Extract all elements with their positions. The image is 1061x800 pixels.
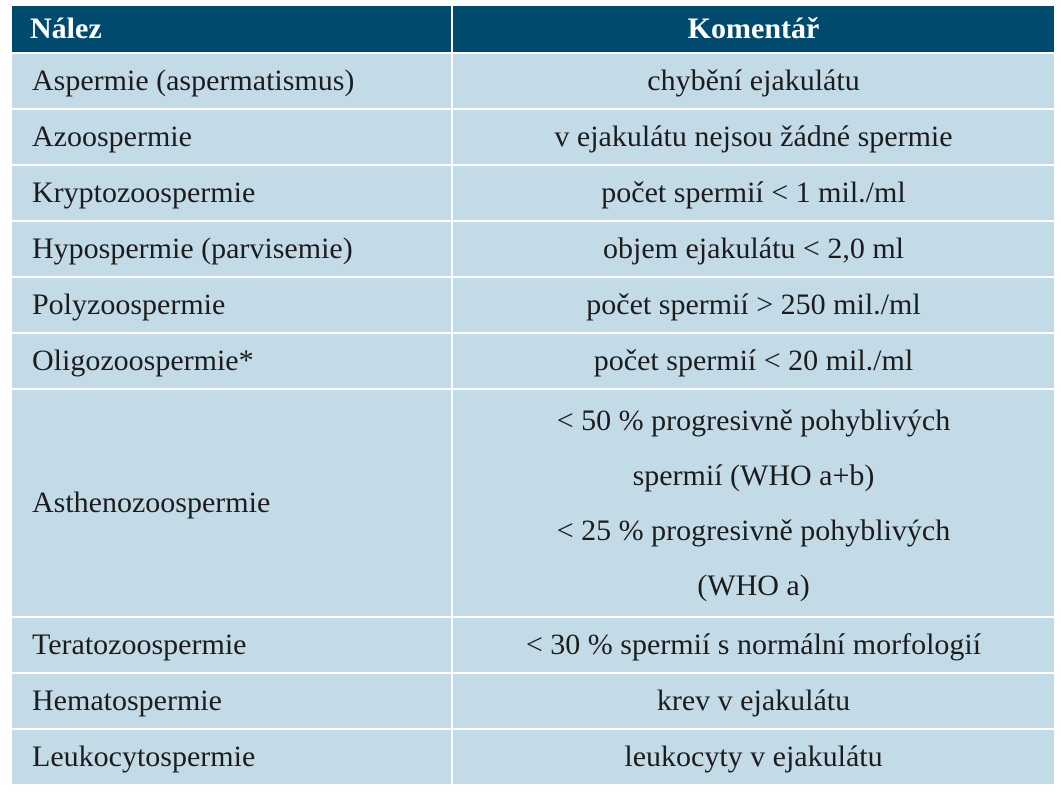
comment-cell xyxy=(452,53,1054,109)
table-header-row xyxy=(12,6,1054,53)
finding-cell: Hypospermie (parvisemie) xyxy=(12,221,452,277)
finding-cell: Leukocytospermie xyxy=(12,729,452,785)
comment-cell xyxy=(452,389,1054,617)
comment-line: < 25 % progresivně pohyblivých xyxy=(556,514,951,547)
finding-cell: Oligozoospermie* xyxy=(12,333,452,389)
table-row xyxy=(12,109,1054,165)
table-row xyxy=(12,165,1054,221)
table-row xyxy=(12,277,1054,333)
comment-cell xyxy=(452,729,1054,785)
finding-cell: Aspermie (aspermatismus) xyxy=(12,53,452,109)
comment-line: v ejakulátu nejsou žádné spermie xyxy=(554,120,953,153)
comment-line: počet spermií < 1 mil./ml xyxy=(601,176,906,209)
finding-cell: Hematospermie xyxy=(12,673,452,729)
findings-table-container xyxy=(12,6,1054,786)
comment-cell xyxy=(452,109,1054,165)
finding-cell: Kryptozoospermie xyxy=(12,165,452,221)
table-row xyxy=(12,389,1054,617)
header-comment: Komentář xyxy=(452,6,1054,53)
table-row xyxy=(12,221,1054,277)
comment-cell xyxy=(452,277,1054,333)
finding-cell: Polyzoospermie xyxy=(12,277,452,333)
comment-line: < 50 % progresivně pohyblivých xyxy=(556,404,951,437)
semen-findings-table xyxy=(12,6,1054,786)
finding-cell: Teratozoospermie xyxy=(12,617,452,673)
finding-cell: Azoospermie xyxy=(12,109,452,165)
comment-cell xyxy=(452,333,1054,389)
table-row xyxy=(12,333,1054,389)
table-row xyxy=(12,673,1054,729)
comment-line: chybění ejakulátu xyxy=(647,64,860,97)
comment-cell xyxy=(452,617,1054,673)
comment-line: leukocyty v ejakulátu xyxy=(624,740,883,773)
comment-line: < 30 % spermií s normální morfologií xyxy=(525,628,982,661)
comment-line: spermií (WHO a+b) xyxy=(632,459,875,492)
comment-cell xyxy=(452,165,1054,221)
table-row xyxy=(12,729,1054,785)
table-row xyxy=(12,617,1054,673)
comment-line: počet spermií > 250 mil./ml xyxy=(586,288,921,321)
finding-cell: Asthenozoospermie xyxy=(12,389,452,617)
table-row xyxy=(12,53,1054,109)
comment-line: objem ejakulátu < 2,0 ml xyxy=(602,232,905,265)
comment-line: (WHO a) xyxy=(697,569,810,602)
comment-line: krev v ejakulátu xyxy=(656,684,851,717)
comment-line: počet spermií < 20 mil./ml xyxy=(593,344,914,377)
header-finding: Nález xyxy=(12,6,452,53)
comment-cell xyxy=(452,221,1054,277)
comment-cell xyxy=(452,673,1054,729)
